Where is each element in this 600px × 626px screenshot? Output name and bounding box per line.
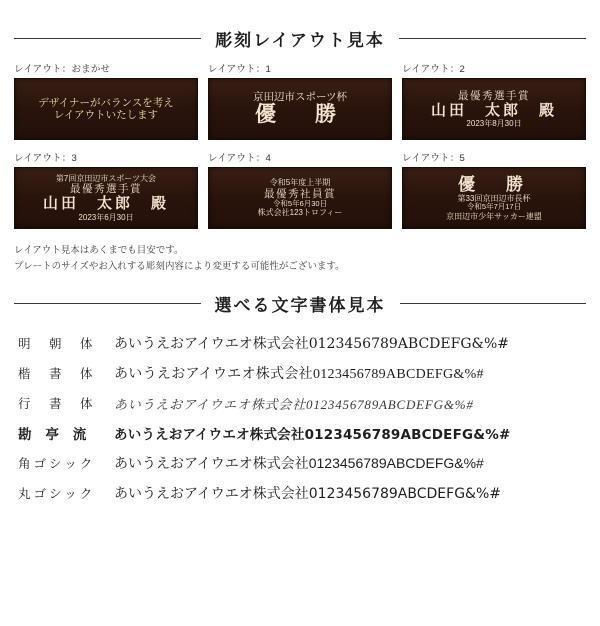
layout-note-line: レイアウト見本はあくまでも目安です。 <box>14 245 184 256</box>
plate-line: デザイナーがバランスを考え <box>38 96 174 109</box>
plate-caption: レイアウト：1 <box>208 64 271 75</box>
plate-caption: レイアウト：5 <box>402 153 465 164</box>
plate-row <box>14 61 586 140</box>
plate-cell-layout-3 <box>14 150 198 229</box>
font-name-label: 丸ゴシック <box>18 486 96 502</box>
heading-rule-left <box>14 303 201 304</box>
plate-line: 令和5年度上半期 <box>269 178 331 188</box>
font-samples-heading <box>0 291 600 316</box>
plate-line: 京田辺市スポーツ杯 <box>252 90 348 103</box>
plate-preview-omakase <box>14 78 198 140</box>
plate-preview-layout-3 <box>14 167 198 229</box>
plate-line: 第7回京田辺市スポーツ大会 <box>55 174 157 184</box>
plate-row <box>14 150 586 229</box>
font-sample-row-kaku-gothic <box>18 448 582 478</box>
font-samples-title: 選べる文字書体見本 <box>214 296 386 316</box>
font-sample-text: あいうえおアイウエオ株式会社0123456789ABCDEFG&%# <box>114 336 510 353</box>
font-name-label: 角ゴシック <box>18 457 96 472</box>
plate-caption: レイアウト：4 <box>208 153 271 164</box>
plate-line: 優 勝 <box>255 102 345 126</box>
plate-line: 最優秀社員賞 <box>264 187 336 200</box>
plate-grid <box>0 51 600 229</box>
plate-cell-layout-4 <box>208 150 392 229</box>
layout-samples-heading <box>0 26 600 51</box>
font-sample-list <box>0 316 600 508</box>
heading-rule-right <box>399 38 586 39</box>
plate-line: 最優秀選手賞 <box>70 183 142 196</box>
font-name-label: 楷 書 体 <box>18 366 96 382</box>
font-samples-section <box>0 291 600 508</box>
plate-line: 株式会社123トロフィー <box>257 208 343 218</box>
layout-note-line: プレートのサイズやお入れする彫刻内容により変更する可能性がございます。 <box>14 261 345 273</box>
plate-cell-layout-1 <box>208 61 392 140</box>
plate-preview-layout-5 <box>402 167 586 229</box>
font-sample-text: あいうえおアイウエオ株式会社0123456789ABCDEFG&%# <box>114 427 511 444</box>
plate-preview-layout-2 <box>402 78 586 140</box>
plate-cell-layout-2 <box>402 61 586 140</box>
plate-caption: レイアウト：3 <box>14 153 77 164</box>
font-name-label: 明 朝 体 <box>18 336 96 352</box>
font-sample-row-gyosho <box>18 388 582 418</box>
layout-samples-title: 彫刻レイアウト見本 <box>215 31 385 50</box>
plate-caption: レイアウト：おまかせ <box>14 64 111 75</box>
plate-line: 山田 太郎 殿 <box>430 101 557 119</box>
plate-preview-layout-1 <box>208 78 392 140</box>
plate-line: 令和5年6月30日 <box>272 198 328 208</box>
plate-line: 2023年6月30日 <box>78 212 134 222</box>
font-name-label: 行 書 体 <box>18 396 96 412</box>
plate-line: 第33回京田辺市長杯 <box>457 194 531 204</box>
plate-preview-layout-4 <box>208 167 392 229</box>
plate-cell-layout-5 <box>402 150 586 229</box>
heading-rule-right <box>400 303 587 304</box>
font-sample-text: あいうえおアイウエオ株式会社0123456789ABCDEFG&%# <box>114 455 484 472</box>
font-sample-text: あいうえおアイウエオ株式会社0123456789ABCDEFG&%# <box>114 486 501 503</box>
plate-cell-omakase <box>14 61 198 140</box>
plate-line: 2023年8月30日 <box>466 119 522 129</box>
plate-line: 最優秀選手賞 <box>458 89 530 102</box>
plate-line: 京田辺市少年サッカー連盟 <box>446 212 542 222</box>
font-sample-row-maru-gothic <box>18 478 582 508</box>
layout-notes <box>0 239 600 275</box>
plate-line: 優 勝 <box>458 174 530 194</box>
plate-caption: レイアウト：2 <box>402 64 465 75</box>
font-sample-text: あいうえおアイウエオ株式会社0123456789ABCDEFG&%# <box>114 396 474 412</box>
font-sample-row-kaisho <box>18 358 582 388</box>
font-sample-text: あいうえおアイウエオ株式会社0123456789ABCDEFG&%# <box>114 367 484 383</box>
plate-line: レイアウトいたします <box>53 109 159 121</box>
font-name-label: 勘 亭 流 <box>18 427 87 444</box>
font-sample-row-mincho <box>18 328 582 358</box>
heading-rule-left <box>14 38 201 39</box>
plate-line: 山田 太郎 殿 <box>42 195 169 213</box>
font-sample-row-kantei <box>18 418 582 448</box>
plate-line: 令和5年7月17日 <box>466 202 522 212</box>
product-description-page <box>0 26 600 626</box>
